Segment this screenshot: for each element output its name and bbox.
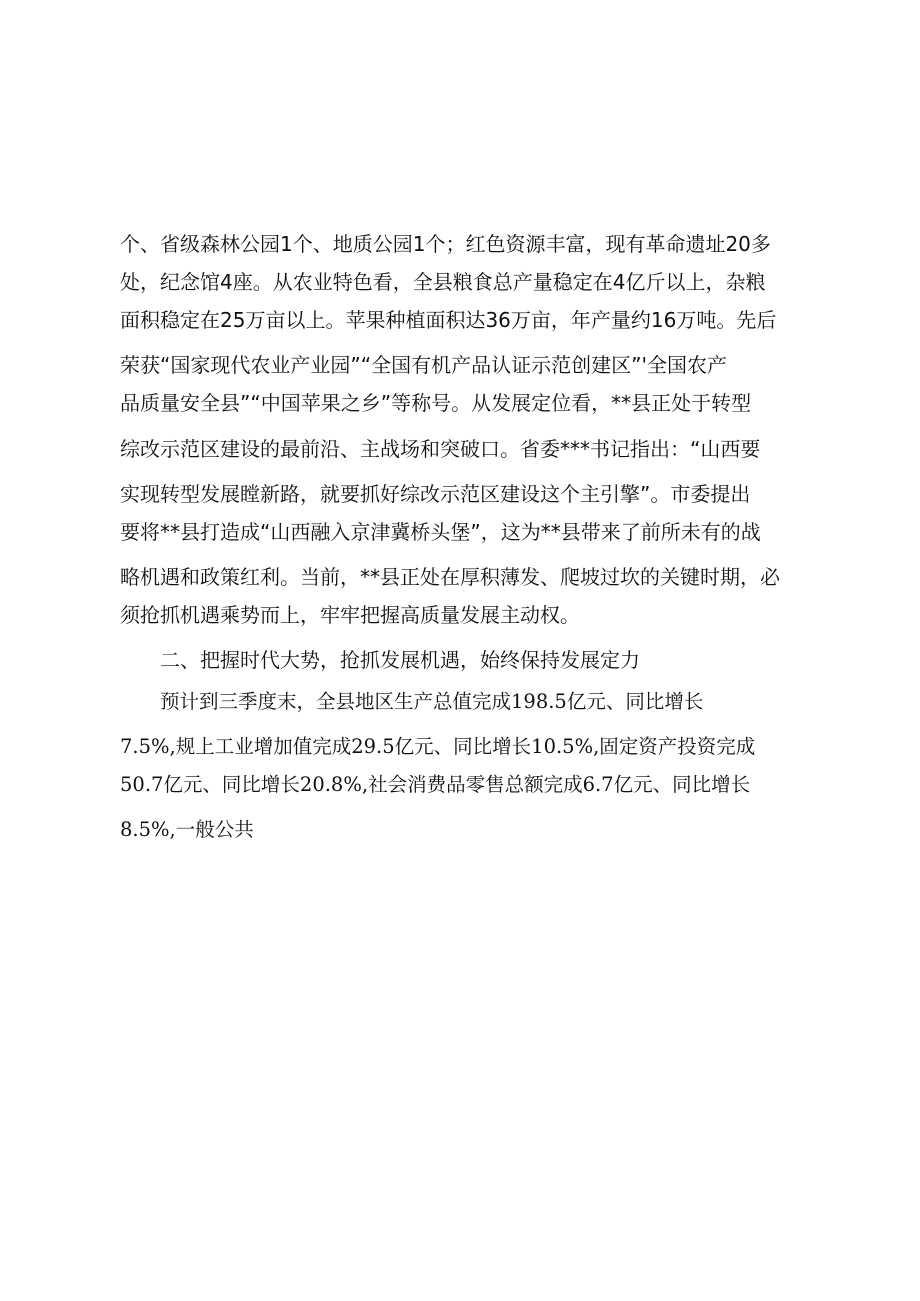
paragraph-1-line-2: 处，纪念馆4座。从农业特色看，全县粮食总产量稳定在4亿斤以上，杂粮	[120, 270, 766, 294]
paragraph-2-line-2: 7.5%,规上工业增加值完成29.5亿元、同比增长10.5%,固定资产投资完成	[120, 735, 756, 758]
paragraph-2-line-3: 50.7亿元、同比增长20.8%,社会消费品零售总额完成6.7亿元、同比增长	[120, 773, 751, 796]
paragraph-2-line-1: 预计到三季度末，全县地区生产总值完成198.5亿元、同比增长	[160, 690, 704, 713]
section-heading: 二、把握时代大势，抢抓发展机遇，始终保持发展定力	[160, 648, 640, 672]
paragraph-1-line-8: 要将**县打造成“山西融入京津冀桥头堡”，这为**县带来了前所未有的战	[120, 520, 761, 544]
paragraph-2-line-4: 8.5%,一般公共	[120, 818, 254, 841]
paragraph-1-line-4: 荣获“国家现代农业产业园”“全国有机产品认证示范创建区”'全国农产	[120, 353, 727, 377]
paragraph-1-line-3: 面积稳定在25万亩以上。苹果种植面积达36万亩，年产量约16万吨。先后	[120, 308, 777, 332]
paragraph-1-line-10: 须抢抓机遇乘势而上，牢牢把握高质量发展主动权。	[120, 603, 580, 627]
paragraph-1-line-9: 略机遇和政策红利。当前，**县正处在厚积薄发、爬坡过坎的关键时期，必	[120, 565, 780, 589]
paragraph-1-line-7: 实现转型发展瞠新路，就要抓好综改示范区建设这个主引擎”。市委提出	[120, 482, 751, 506]
paragraph-1-line-5: 品质量安全县”“中国苹果之乡”等称号。从发展定位看，**县正处于转型	[120, 391, 752, 415]
paragraph-1-line-6: 综改示范区建设的最前沿、主战场和突破口。省委***书记指出：“山西要	[120, 437, 761, 461]
paragraph-1-line-1: 个、省级森林公园1个、地质公园1个；红色资源丰富，现有革命遗址20多	[120, 232, 771, 256]
